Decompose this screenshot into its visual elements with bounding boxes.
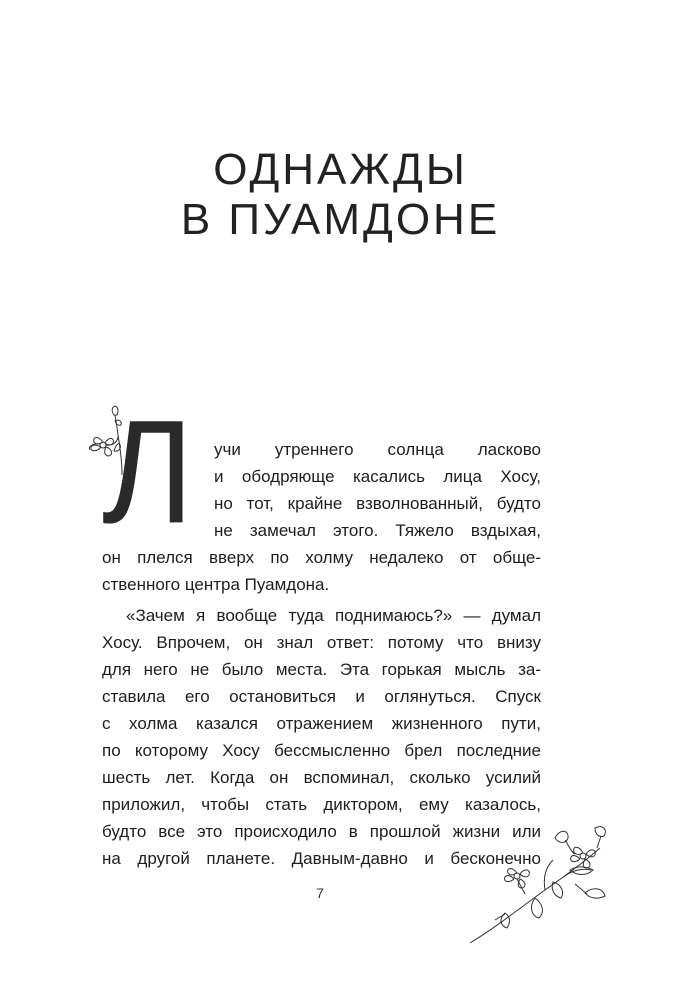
paragraph-2-line-4: ставила его остановиться и оглянуться. Спуск	[102, 687, 541, 706]
chapter-title-line-2: В ПУАМДОНЕ	[180, 195, 501, 244]
chapter-title-line-1: ОДНАЖДЫ	[213, 145, 468, 194]
paragraph-2-line-2: Хосу. Впрочем, он знал ответ: потому что внизу	[102, 633, 541, 652]
drop-cap	[102, 389, 194, 554]
paragraph-2-line-7: шесть лет. Когда он вспоминал, сколько усилий	[102, 768, 541, 787]
paragraph-1-line-6: ственного центра Пуамдона.	[102, 575, 330, 594]
paragraph-1-line-3: но тот, крайне взволнованный, будто	[214, 494, 541, 513]
paragraph-1-line-1: учи утреннего солнца ласково	[214, 440, 541, 459]
paragraph-2-line-1: «Зачем я вообще туда поднимаюсь?» — думал	[126, 606, 541, 625]
paragraph-2-line-8: приложил, чтобы стать диктором, ему казалось,	[102, 795, 541, 814]
paragraph-1-line-2: и ободряюще касались лица Хосу,	[214, 467, 541, 486]
page-number: 7	[316, 885, 324, 901]
paragraph-1-line-5: он плелся вверх по холму недалеко от обще-	[102, 548, 541, 567]
paragraph-2-line-10: на другой планете. Давным-давно и бесконечно	[102, 849, 541, 868]
chapter-title	[0, 145, 681, 245]
paragraph-2-line-6: по которому Хосу бессмысленно брел последние	[102, 741, 541, 760]
paragraph-2-line-9: будто все это происходило в прошлой жизни или	[102, 822, 541, 841]
drop-cap-letter: Л	[102, 389, 194, 554]
paragraph-2-line-3: для него не было места. Эта горькая мысль за-	[102, 660, 541, 679]
paragraph-2-line-5: с холма казался отражением жизненного пути,	[102, 714, 541, 733]
paragraph-1-line-4: не замечал этого. Тяжело вздыхая,	[214, 521, 541, 540]
flower-branch-icon	[465, 818, 615, 948]
